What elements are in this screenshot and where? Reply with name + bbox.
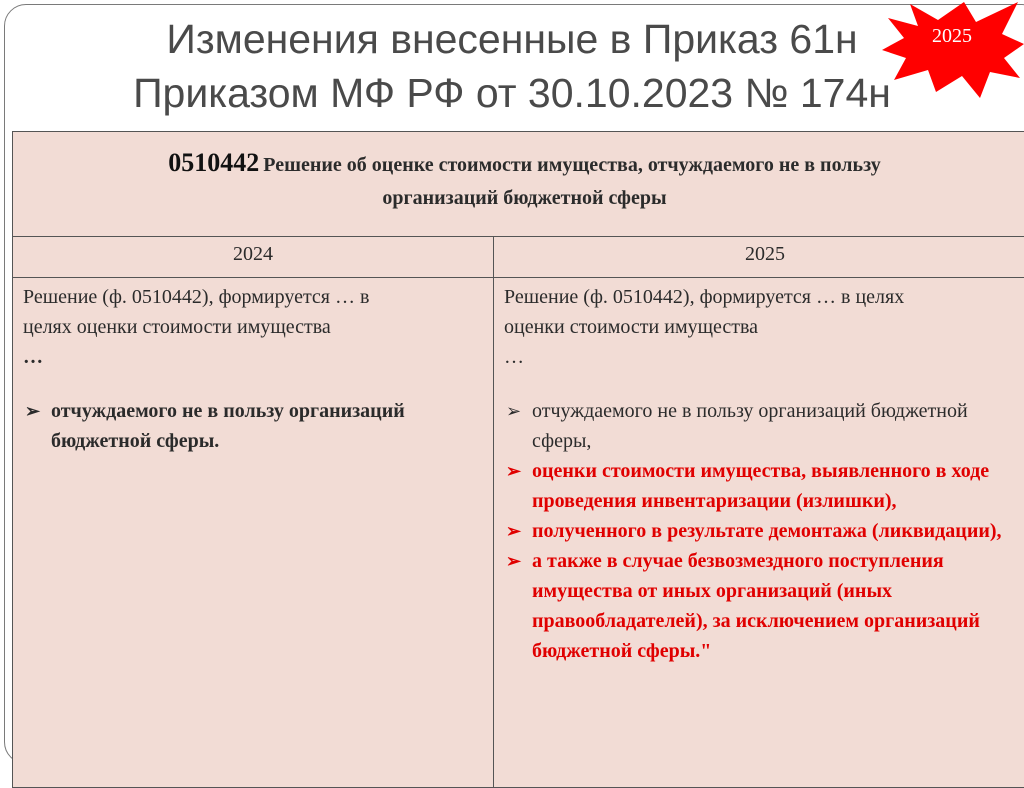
ellipsis-2024: … xyxy=(23,342,483,372)
bullet-list-2025 xyxy=(504,396,1024,666)
arrow-bullet-icon: ➢ xyxy=(506,396,521,426)
starburst-icon xyxy=(880,0,1024,100)
list-item xyxy=(23,396,483,456)
intro-2025-line-1: Решение (ф. 0510442), формируется … в целях xyxy=(504,282,1024,312)
column-2025 xyxy=(494,278,1024,788)
list-item-text: отчуждаемого не в пользу организаций бюджетной сферы, xyxy=(532,400,968,452)
form-code: 0510442 xyxy=(168,148,259,177)
title-line-1: Изменения внесенные в Приказ 61н xyxy=(0,12,1024,66)
ellipsis-2025: … xyxy=(504,342,1024,372)
slide-title xyxy=(0,12,1024,120)
arrow-bullet-icon: ➢ xyxy=(506,516,521,546)
intro-2025-line-2: оценки стоимости имущества xyxy=(504,312,1024,342)
list-item xyxy=(504,546,1024,666)
year-2024-header: 2024 xyxy=(13,237,494,278)
table-header-row xyxy=(13,132,1024,237)
list-item-text: оценки стоимости имущества, выявленного в ходе проведения инвентаризации (излишки), xyxy=(532,460,989,512)
year-2025-header: 2025 xyxy=(494,237,1024,278)
list-item xyxy=(504,396,1024,456)
intro-2024-line-2: целях оценки стоимости имущества xyxy=(23,312,483,342)
intro-2024-line-1: Решение (ф. 0510442), формируется … в xyxy=(23,282,483,312)
list-item-text: полученного в результате демонтажа (ликвидации), xyxy=(532,520,1002,542)
comparison-table xyxy=(12,131,1024,788)
list-item xyxy=(504,516,1024,546)
title-line-2: Приказом МФ РФ от 30.10.2023 № 174н xyxy=(0,66,1024,120)
column-2024 xyxy=(13,278,494,788)
form-title-cell xyxy=(13,132,1024,237)
content-row xyxy=(13,278,1024,788)
list-item-text: а также в случае безвозмездного поступления имущества от иных организаций (иных правообладателей), за исключением организаций бюджетной сферы." xyxy=(532,550,980,662)
list-item xyxy=(504,456,1024,516)
arrow-bullet-icon: ➢ xyxy=(25,396,40,426)
year-badge xyxy=(880,0,1024,100)
year-row xyxy=(13,237,1024,278)
list-item-text: отчуждаемого не в пользу организаций бюджетной сферы. xyxy=(51,400,405,452)
form-title-line-2: организаций бюджетной сферы xyxy=(382,187,666,209)
arrow-bullet-icon: ➢ xyxy=(506,546,521,576)
year-badge-label: 2025 xyxy=(880,25,1024,48)
bullet-list-2024 xyxy=(23,396,483,456)
form-title-line-1: Решение об оценке стоимости имущества, отчуждаемого не в пользу xyxy=(263,154,880,176)
arrow-bullet-icon: ➢ xyxy=(506,456,521,486)
